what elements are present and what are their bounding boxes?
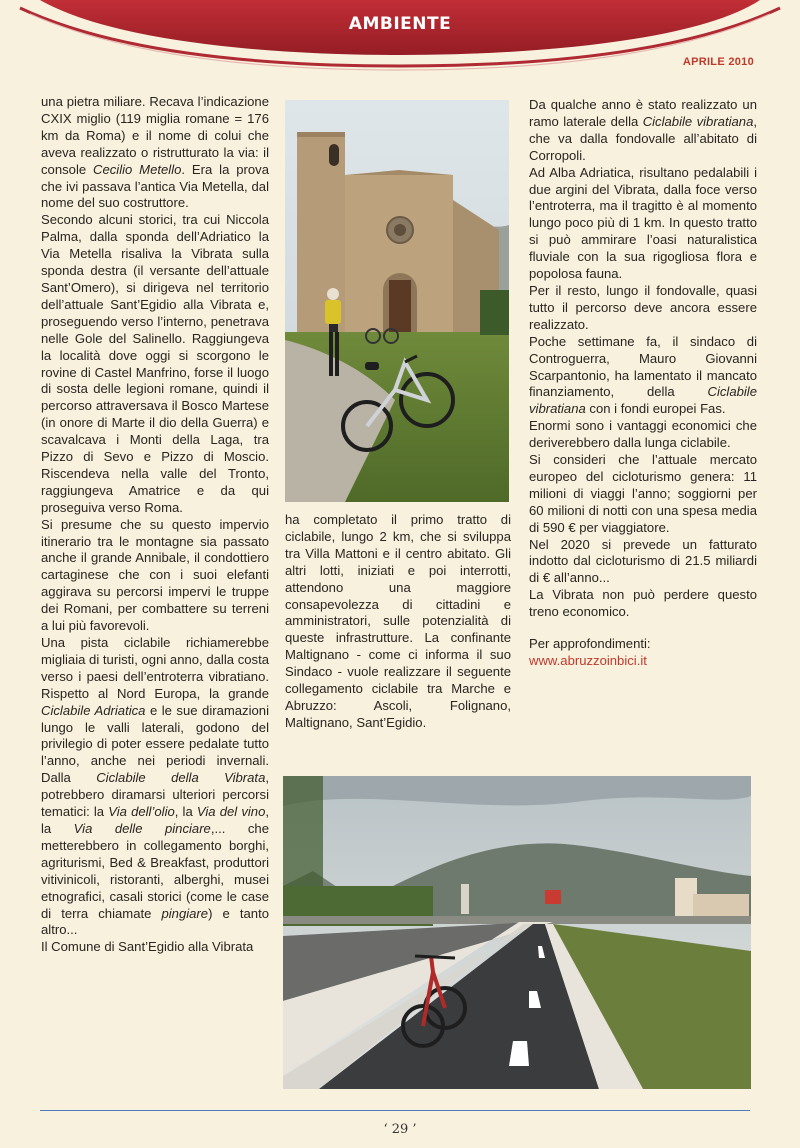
text-column-1: [41, 94, 269, 956]
paragraph: Poche settimane fa, il sindaco di Controguerra, Mauro Giovanni Scarpantonio, ha lamentato il mancato finanziamento, della Ciclabile vibratiana con i fondi europei Fas.: [529, 333, 757, 417]
paragraph: Per il resto, lungo il fondovalle, quasi tutto il percorso deve ancora essere realizzato.: [529, 282, 757, 332]
paragraph: Nel 2020 si prevede un fatturato indotto dal cicloturismo di 21.5 miliardi di € all’anno...: [529, 536, 757, 586]
paragraph: Il Comune di Sant’Egidio alla Vibrata: [41, 939, 254, 955]
more-info-label: Per approfondimenti:: [529, 636, 651, 652]
section-title: AMBIENTE: [348, 14, 452, 34]
text-column-3: [529, 97, 757, 670]
paragraph: Una pista ciclabile richiamerebbe migliaia di turisti, ogni anno, dalla costa verso i paesi dell’entroterra vibratiano. Rispetto al Nord Europa, la grande Ciclabile Adriatica e le sue diramazioni lungo le valli laterali, godono del privilegio di poter essere pedalate tutto l’anno, anche nei periodi invernali. Dalla Ciclabile della Vibrata, potrebbero diramarsi ulteriori percorsi tematici: la Via dell’olio, la Via del vino, la Via delle pinciare,... che metterebbero in collegamento borghi, agriturismi, Bed & Breakfast, produttori vitivinicoli, ristoranti, alberghi, musei etnografici, casali storici (come le case di terra chiamate pingiare) e tanto altro...: [41, 635, 270, 938]
paragraph: Da qualche anno è stato realizzato un ramo laterale della Ciclabile vibratiana, che va dalla fondovalle all’abitato di Corropoli.: [529, 97, 757, 163]
header-band: [0, 0, 800, 80]
paragraph: ha completato il primo tratto di ciclabile, lungo 2 km, che si sviluppa tra Villa Mattoni e il centro abitato. Gli altri lotti, iniziati e poi interrotti, attendono una maggiore consapevolezza di cittadini e amministratori, sulle potenzialità di queste infrastrutture. La confinante Maltignano - come ci informa il suo Sindaco - vuole realizzare il seguente collegamento ciclabile tra Marche e Abruzzo: Ascoli, Folignano, Maltignano, Sant’Egidio.: [285, 512, 511, 730]
paragraph: una pietra miliare. Recava l’indicazione CXIX miglio (119 miglia romane = 176 km da Roma) e il nome di colui che aveva realizzato o ristrutturato la via: il console Cecilio Metello. Era la prova che ivi passava l’antica Via Metella, dal nome del suo costruttore.: [41, 94, 269, 211]
spacer: [529, 621, 757, 636]
paragraph: Secondo alcuni storici, tra cui Niccola Palma, dalla sponda dell’Adriatico la Via Metella risaliva la Vibrata sulla sponda destra (il versante dell’attuale Sant’Omero), si dirigeva nel territorio dell’attuale Sant’Egidio alla Vibrata e, proseguendo verso l’interno, penetrava nelle Gole del Salinello. Raggiungeva la località dove oggi si scorgono le rovine di Castel Manfrino, forse il luogo di sosta delle legioni romane, quindi il percorso attraversava il Bosco Martese (in onore di Marte il dio della Guerra) e scavalcava i Monti della Laga, tra Pizzo di Sevo e Pizzo di Moscio. Riscendeva nella valle del Tronto, raggiungeva Amatrice e da qui proseguiva verso Roma.: [41, 212, 269, 515]
text-column-2: [285, 512, 511, 732]
paragraph: Si consideri che l’attuale mercato europeo del cicloturismo genera: 11 milioni di viaggi l’anno; soggiorni per 60 milioni di notti con una spesa media di 590 € per viaggiatore.: [529, 452, 757, 535]
paragraph: Enormi sono i vantaggi economici che deriverebbero dalla lunga ciclabile.: [529, 418, 757, 451]
issue-date: APRILE 2010: [682, 56, 754, 68]
church-bicycle-photo: [285, 100, 509, 502]
paragraph: Ad Alba Adriatica, risultano pedalabili i due argini del Vibrata, dalla foce verso l’entroterra, ma il tragitto è al momento lungo poco più di 1 km. In questo tratto si può ammirare l’oasi naturalistica fluviale con la sua rigogliosa flora e popolosa fauna.: [529, 164, 757, 282]
page-number: ‘ 29 ’: [383, 1122, 417, 1137]
paragraph: La Vibrata non può perdere questo treno economico.: [529, 587, 757, 620]
paragraph: Si presume che su questo impervio itinerario tra le montagne sia passato anche il grande Annibale, il condottiero cartaginese che con i suoi elefanti aggirava su percorsi impervi le truppe dei Romani, per combattere su terreni a lui più favorevoli.: [41, 516, 269, 634]
cycle-path-photo: [283, 776, 751, 1089]
more-info-link[interactable]: www.abruzzoinbici.it: [529, 653, 647, 668]
footer-rule: [40, 1110, 750, 1111]
